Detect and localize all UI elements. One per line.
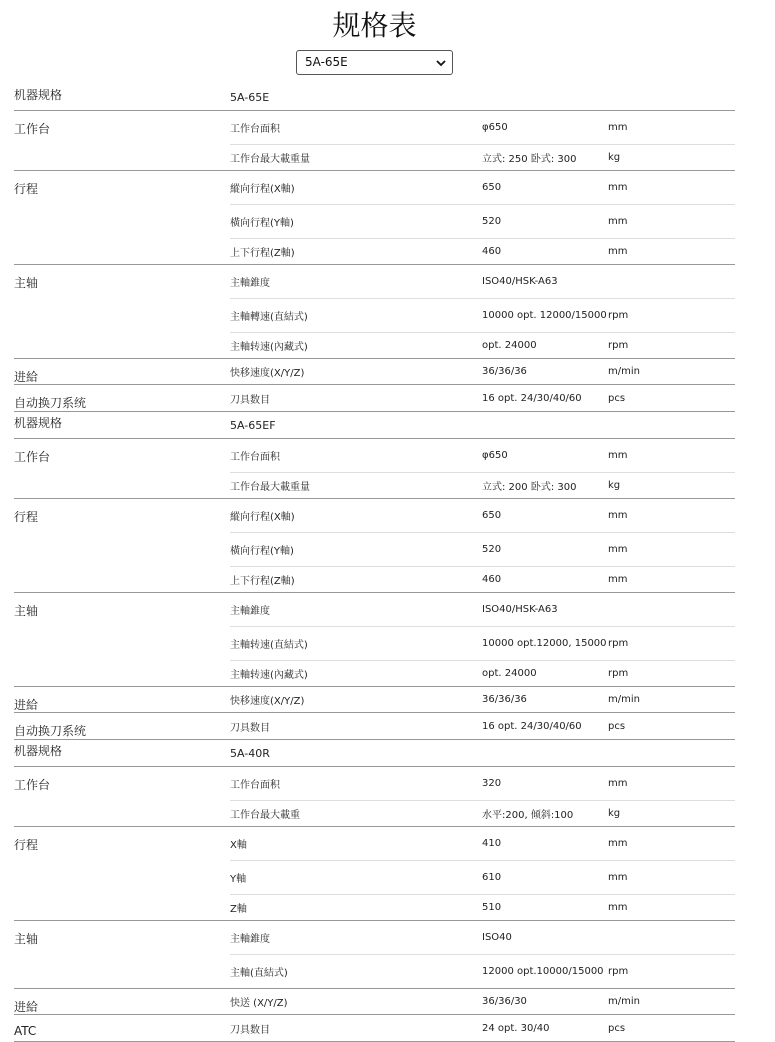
spec-row xyxy=(230,713,735,739)
spec-row xyxy=(230,627,735,661)
spec-unit: mm xyxy=(608,902,628,913)
spec-unit: m/min xyxy=(608,366,640,377)
spec-name: 主軸轉速(直結式) xyxy=(230,312,308,323)
spec-unit: rpm xyxy=(608,310,629,321)
spec-unit: mm xyxy=(608,122,628,133)
spec-row xyxy=(230,265,735,299)
spec-value: 12000 opt.10000/15000 xyxy=(482,966,604,977)
spec-value: 10000 opt.12000, 15000 xyxy=(482,638,607,649)
spec-row xyxy=(230,801,735,826)
spec-row xyxy=(230,593,735,627)
spec-name: Y軸 xyxy=(230,874,247,885)
spec-name: 主軸转速(直結式) xyxy=(230,640,308,651)
chevron-down-icon xyxy=(436,58,446,68)
spec-group xyxy=(14,359,735,385)
spec-value: 24 opt. 30/40 xyxy=(482,1022,550,1034)
spec-value: 320 xyxy=(482,778,502,789)
spec-name: 主軸錐度 xyxy=(230,934,270,945)
spec-unit: mm xyxy=(608,778,628,789)
spec-value: ISO40/HSK-A63 xyxy=(482,276,558,287)
spec-unit: mm xyxy=(608,182,628,193)
spec-unit: mm xyxy=(608,216,628,227)
spec-name: 工作台面积 xyxy=(230,452,280,463)
spec-group xyxy=(14,385,735,412)
spec-unit: rpm xyxy=(608,638,629,649)
spec-group xyxy=(14,1015,735,1042)
spec-group xyxy=(14,171,735,265)
spec-name: 刀具数目 xyxy=(230,394,270,406)
spec-row xyxy=(230,205,735,239)
spec-row xyxy=(230,567,735,592)
spec-row xyxy=(230,895,735,920)
spec-group xyxy=(14,265,735,359)
spec-name: 主軸錐度 xyxy=(230,606,270,617)
spec-row xyxy=(230,989,735,1014)
spec-value: 650 xyxy=(482,182,502,193)
spec-value: 520 xyxy=(482,216,502,227)
spec-name: 工作台面积 xyxy=(230,124,280,135)
spec-unit: rpm xyxy=(608,340,629,351)
spec-row xyxy=(230,111,735,145)
category-label: 行程 xyxy=(14,510,39,524)
spec-unit: mm xyxy=(608,246,628,257)
spec-row xyxy=(230,533,735,567)
spec-group xyxy=(14,111,735,171)
category-label: 行程 xyxy=(14,182,39,196)
spec-value: 510 xyxy=(482,902,502,913)
spec-value: 10000 opt. 12000/15000 xyxy=(482,310,607,321)
spec-value: 460 xyxy=(482,574,502,585)
spec-value: 520 xyxy=(482,544,502,555)
model-header-row xyxy=(14,84,735,111)
spec-name: 快送 (X/Y/Z) xyxy=(230,998,288,1009)
spec-table xyxy=(14,84,735,1042)
spec-value: 36/36/30 xyxy=(482,996,527,1007)
spec-unit: pcs xyxy=(608,1022,626,1034)
spec-row xyxy=(230,333,735,358)
spec-name: 縱向行程(X軸) xyxy=(230,184,295,195)
spec-name: 快移速度(X/Y/Z) xyxy=(230,368,305,379)
model-select-value: 5A-65E xyxy=(305,55,348,69)
category-label: 主轴 xyxy=(14,604,39,618)
spec-value: 立式: 200 卧式: 300 xyxy=(482,482,577,493)
spec-group xyxy=(14,989,735,1015)
spec-group xyxy=(14,827,735,921)
spec-row xyxy=(230,687,735,712)
spec-unit: kg xyxy=(608,480,621,491)
spec-name: 刀具数目 xyxy=(230,1024,270,1036)
spec-value: ISO40 xyxy=(482,932,512,943)
spec-row xyxy=(230,955,735,988)
category-label: 工作台 xyxy=(14,122,51,136)
spec-unit: rpm xyxy=(608,966,629,977)
category-label: 进給 xyxy=(14,698,39,712)
spec-row xyxy=(230,1015,735,1041)
category-label: 自动换刀系统 xyxy=(14,396,87,410)
spec-name: 主軸转速(內藏式) xyxy=(230,670,308,681)
spec-name: X軸 xyxy=(230,840,247,851)
spec-value: 650 xyxy=(482,510,502,521)
model-label: 机器规格 xyxy=(14,744,63,758)
spec-unit: pcs xyxy=(608,720,626,732)
category-label: 工作台 xyxy=(14,450,51,464)
spec-name: Z軸 xyxy=(230,904,247,915)
spec-row xyxy=(230,239,735,264)
spec-group xyxy=(14,499,735,593)
spec-row xyxy=(230,861,735,895)
category-label: 工作台 xyxy=(14,778,51,792)
category-label: 进給 xyxy=(14,370,39,384)
spec-name: 橫向行程(Y軸) xyxy=(230,546,294,557)
spec-row xyxy=(230,921,735,955)
model-value: 5A-65E xyxy=(230,91,270,104)
spec-value: ISO40/HSK-A63 xyxy=(482,604,558,615)
spec-unit: mm xyxy=(608,838,628,849)
model-header-row xyxy=(14,412,735,439)
spec-row xyxy=(230,299,735,333)
spec-name: 主軸(直結式) xyxy=(230,968,288,979)
spec-row xyxy=(230,385,735,411)
spec-name: 上下行程(Z軸) xyxy=(230,248,295,259)
spec-name: 主軸转速(內藏式) xyxy=(230,342,308,353)
spec-value: opt. 24000 xyxy=(482,340,537,351)
model-header-row xyxy=(14,740,735,767)
category-label: ATC xyxy=(14,1024,37,1038)
spec-row xyxy=(230,827,735,861)
category-label: 进給 xyxy=(14,1000,39,1014)
spec-value: φ650 xyxy=(482,122,508,133)
spec-name: 刀具数目 xyxy=(230,722,270,734)
spec-value: 36/36/36 xyxy=(482,366,527,377)
spec-group xyxy=(14,921,735,989)
spec-unit: mm xyxy=(608,574,628,585)
spec-name: 橫向行程(Y軸) xyxy=(230,218,294,229)
spec-row xyxy=(230,145,735,170)
spec-value: 16 opt. 24/30/40/60 xyxy=(482,392,582,404)
spec-unit: pcs xyxy=(608,392,626,404)
model-label: 机器规格 xyxy=(14,416,63,430)
spec-row xyxy=(230,171,735,205)
model-label: 机器规格 xyxy=(14,88,63,102)
page-title: 规格表 xyxy=(332,9,417,42)
spec-unit: rpm xyxy=(608,668,629,679)
spec-value: 立式: 250 卧式: 300 xyxy=(482,154,577,165)
spec-name: 主軸錐度 xyxy=(230,278,270,289)
spec-group xyxy=(14,767,735,827)
spec-unit: m/min xyxy=(608,996,640,1007)
spec-row xyxy=(230,439,735,473)
spec-row xyxy=(230,359,735,384)
spec-value: opt. 24000 xyxy=(482,668,537,679)
spec-unit: m/min xyxy=(608,694,640,705)
spec-name: 縱向行程(X軸) xyxy=(230,512,295,523)
spec-name: 工作台最大載重量 xyxy=(230,154,310,165)
model-value: 5A-40R xyxy=(230,747,270,760)
spec-unit: kg xyxy=(608,152,621,163)
spec-value: 410 xyxy=(482,838,502,849)
spec-value: 610 xyxy=(482,872,502,883)
spec-value: 460 xyxy=(482,246,502,257)
spec-group xyxy=(14,439,735,499)
spec-name: 工作台最大載重量 xyxy=(230,482,310,493)
spec-unit: kg xyxy=(608,808,621,819)
spec-row xyxy=(230,767,735,801)
spec-unit: mm xyxy=(608,872,628,883)
spec-row xyxy=(230,473,735,498)
model-value: 5A-65EF xyxy=(230,419,276,432)
spec-name: 上下行程(Z軸) xyxy=(230,576,295,587)
spec-group xyxy=(14,713,735,740)
spec-group xyxy=(14,687,735,713)
category-label: 主轴 xyxy=(14,932,39,946)
spec-name: 工作台最大載重 xyxy=(230,810,300,821)
spec-value: 36/36/36 xyxy=(482,694,527,705)
spec-unit: mm xyxy=(608,450,628,461)
spec-unit: mm xyxy=(608,510,628,521)
spec-value: φ650 xyxy=(482,450,508,461)
category-label: 行程 xyxy=(14,838,39,852)
spec-unit: mm xyxy=(608,544,628,555)
spec-value: 16 opt. 24/30/40/60 xyxy=(482,720,582,732)
category-label: 主轴 xyxy=(14,276,39,290)
spec-row xyxy=(230,499,735,533)
spec-value: 水平:200, 倾斜:100 xyxy=(482,810,574,821)
spec-name: 快移速度(X/Y/Z) xyxy=(230,696,305,707)
spec-name: 工作台面积 xyxy=(230,780,280,791)
spec-row xyxy=(230,661,735,686)
model-select[interactable] xyxy=(296,50,453,75)
category-label: 自动换刀系统 xyxy=(14,724,87,738)
spec-group xyxy=(14,593,735,687)
